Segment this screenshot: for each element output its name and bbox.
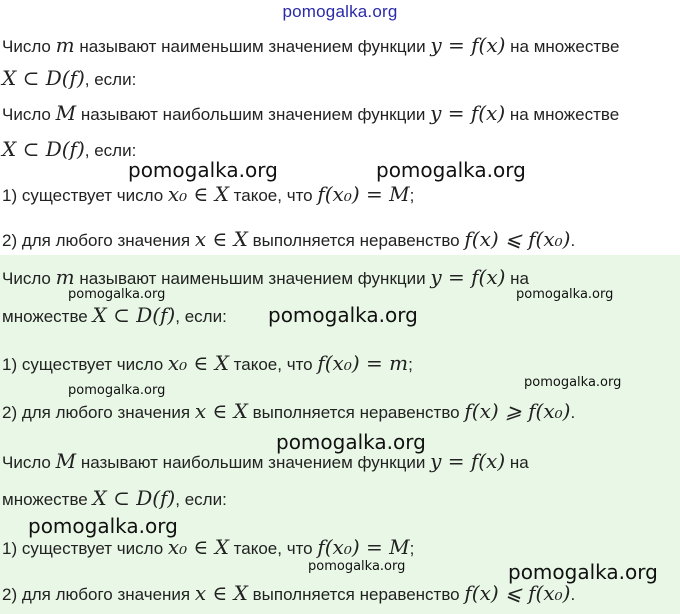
max-definition-line1: Число M называют наибольшим значением функции y = f(x) на (2, 449, 529, 473)
top-max-definition-line2: X ⊂ D(f), если: (2, 137, 137, 161)
watermark: pomogalka.org (276, 430, 426, 454)
min-definition-line2: множестве X ⊂ D(f), если: (2, 303, 227, 327)
watermark: pomogalka.org (516, 287, 614, 302)
watermark: pomogalka.org (508, 560, 658, 584)
top-condition-2: 2) для любого значения x ∈ X выполняется неравенство f(x) ⩽ f(x₀). (2, 227, 576, 251)
top-min-definition-line2: X ⊂ D(f), если: (2, 66, 137, 90)
watermark: pomogalka.org (524, 375, 622, 390)
top-min-definition-line1: Число m называют наименьшим значением функции y = f(x) на множестве (2, 33, 620, 57)
watermark: pomogalka.org (68, 287, 166, 302)
watermark: pomogalka.org (376, 158, 526, 182)
watermark: pomogalka.org (68, 383, 166, 398)
min-condition-1: 1) существует число x₀ ∈ X такое, что f(x₀) = m; (2, 351, 413, 375)
top-condition-1: 1) существует число x₀ ∈ X такое, что f(x₀) = M; (2, 182, 415, 206)
watermark: pomogalka.org (128, 158, 278, 182)
watermark: pomogalka.org (268, 303, 418, 327)
watermark: pomogalka.org (308, 559, 406, 574)
max-definition-line2: множестве X ⊂ D(f), если: (2, 486, 227, 510)
top-max-definition-line1: Число M называют наибольшим значением функции y = f(x) на множестве (2, 101, 620, 125)
min-definition-line1: Число m называют наименьшим значением функции y = f(x) на (2, 265, 529, 289)
min-condition-2: 2) для любого значения x ∈ X выполняется неравенство f(x) ⩾ f(x₀). (2, 399, 576, 423)
max-condition-1: 1) существует число x₀ ∈ X такое, что f(x₀) = M; (2, 535, 415, 559)
watermark: pomogalka.org (28, 514, 178, 538)
max-condition-2: 2) для любого значения x ∈ X выполняется неравенство f(x) ⩽ f(x₀). (2, 581, 576, 605)
site-link[interactable]: pomogalka.org (282, 2, 398, 21)
